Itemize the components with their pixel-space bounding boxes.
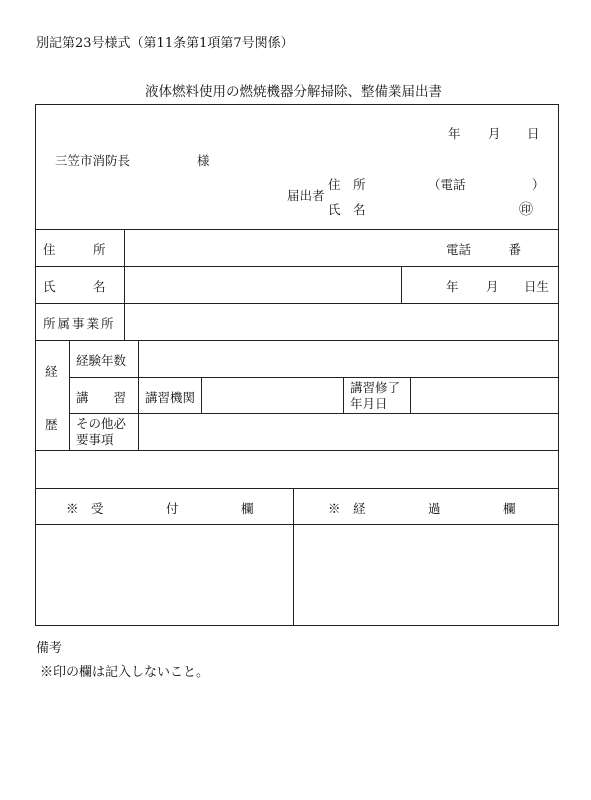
completion-date-line1: 講習修了 <box>350 380 401 395</box>
divider-affiliation <box>35 340 559 341</box>
notifier-label: 届出者 <box>287 188 325 203</box>
date-year: 年 <box>448 126 461 141</box>
career-side-top: 経 <box>45 364 58 379</box>
other-items-line2: 要事項 <box>76 432 114 447</box>
phone-label: 電話 番 <box>446 242 522 257</box>
notifier-address-label: 住 所 <box>328 177 366 192</box>
date-day: 日 <box>527 126 540 141</box>
birth-year-label: 年 <box>446 279 459 294</box>
completion-date-line2: 年月日 <box>350 396 388 411</box>
other-items-line1: その他必 <box>76 416 127 431</box>
divider-career-2 <box>69 413 559 414</box>
remarks-note: ※印の欄は記入しないこと。 <box>40 665 210 680</box>
experience-years-label: 経験年数 <box>76 353 127 368</box>
notifier-name-label: 氏 名 <box>328 202 366 217</box>
divider-course-org <box>201 377 202 413</box>
career-side-bottom: 歴 <box>45 417 58 432</box>
divider-label-col <box>124 229 125 340</box>
reception-column-header: ※ 受 付 欄 <box>66 501 254 516</box>
date-month: 月 <box>488 126 501 141</box>
divider-name <box>35 303 559 304</box>
notifier-phone-close: ） <box>532 177 545 192</box>
completion-date-label <box>350 380 400 412</box>
divider-completion-right <box>410 377 411 413</box>
divider-career-label <box>138 340 139 450</box>
divider-birth <box>401 266 402 303</box>
remarks-label: 備考 <box>36 641 63 656</box>
divider-completion-left <box>343 377 344 413</box>
seal-mark: ㊞ <box>519 202 533 218</box>
form-reference: 別記第23号様式（第11条第1項第7号関係） <box>36 36 294 51</box>
addressee: 三笠市消防長 <box>55 153 131 168</box>
course-org-label: 講習機関 <box>145 390 196 405</box>
divider-career-1 <box>69 377 559 378</box>
affiliation-label: 所属事業所 <box>43 316 116 331</box>
name-label: 氏 名 <box>43 279 106 294</box>
progress-column-header: ※ 経 過 欄 <box>328 501 516 516</box>
divider-columns <box>35 524 559 525</box>
addressee-honorific: 様 <box>197 153 210 168</box>
divider-career-end <box>35 450 559 451</box>
birth-day-label: 日生 <box>524 279 550 294</box>
other-items-label <box>76 416 126 448</box>
divider-mid-columns <box>293 488 294 626</box>
divider-career-side <box>69 340 70 450</box>
birth-month-label: 月 <box>486 279 499 294</box>
divider-blank <box>35 488 559 489</box>
course-label: 講 習 <box>76 390 127 405</box>
address-label: 住 所 <box>43 242 106 257</box>
form-title: 液体燃料使用の燃焼機器分解掃除、整備業届出書 <box>145 84 442 100</box>
divider-header <box>35 229 559 230</box>
notifier-phone-open: （電話 <box>428 177 466 192</box>
divider-address <box>35 266 559 267</box>
